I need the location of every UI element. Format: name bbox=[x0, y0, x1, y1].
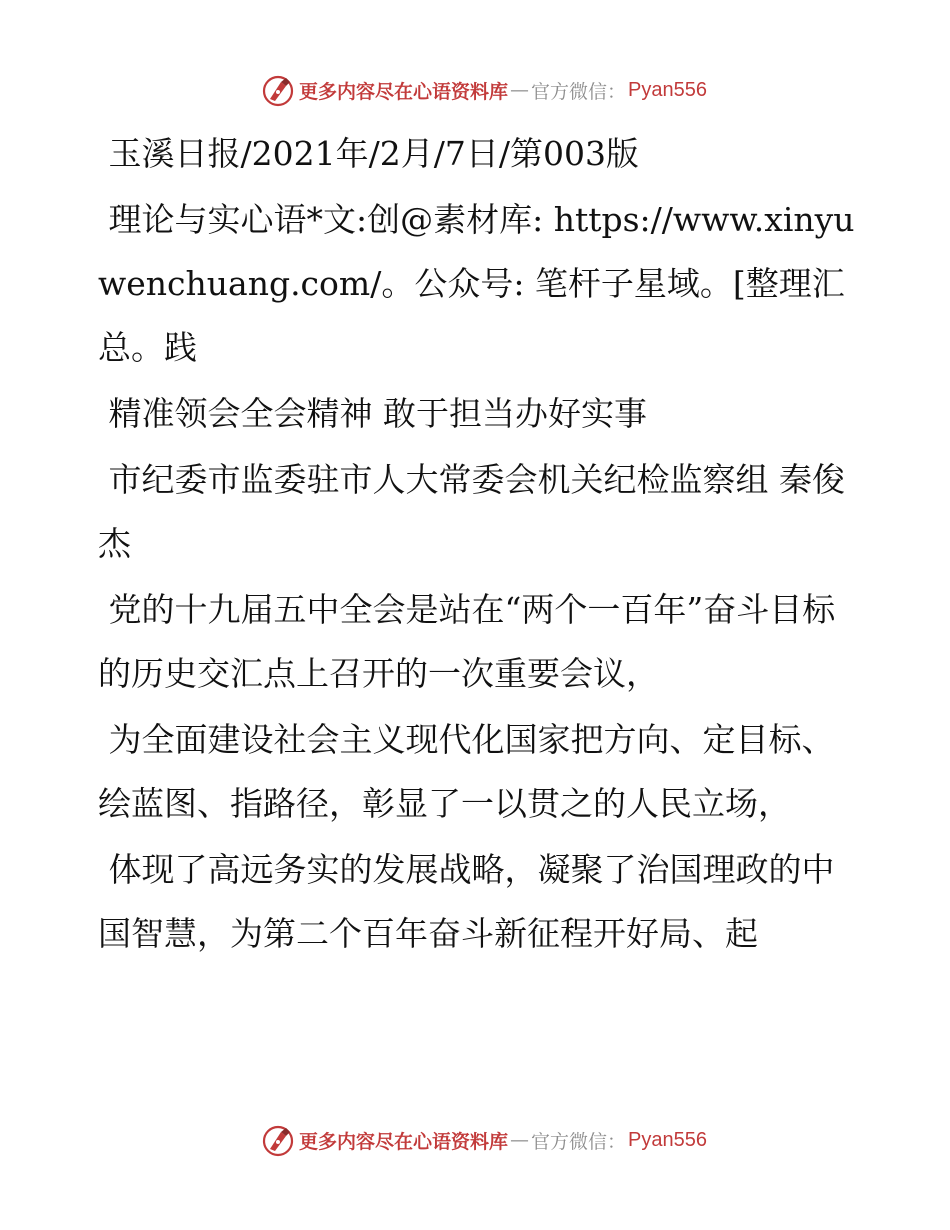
publication-line: 玉溪日报/2021年/2月/7日/第003版 bbox=[98, 134, 639, 173]
watermark-dash: — bbox=[510, 1129, 530, 1151]
author-line: 市纪委市监委驻市人大常委会机关纪检监察组 秦俊杰 bbox=[98, 460, 845, 563]
watermark-inner bbox=[261, 73, 707, 107]
body-paragraph: 为全面建设社会主义现代化国家把方向、定目标、绘蓝图、指路径，彰显了一以贯之的人民立场， bbox=[98, 720, 835, 823]
document-body bbox=[98, 122, 858, 966]
watermark-brand: 更多内容尽在心语资料库 bbox=[299, 80, 509, 103]
watermark-id: Pyan556 bbox=[628, 1128, 707, 1151]
article-title: 精准领会全会精神 敢于担当办好实事 bbox=[98, 394, 647, 433]
watermark-banner-bottom bbox=[0, 1120, 950, 1160]
watermark-dash: — bbox=[510, 79, 530, 101]
column-source-line: 理论与实心语*文:创@素材库: https://www.xinyuwenchuang.com/。公众号: 笔杆子星域。[整理汇总。践 bbox=[98, 200, 855, 367]
pen-nib-icon bbox=[261, 73, 295, 107]
pen-nib-icon bbox=[261, 1123, 295, 1157]
watermark-brand: 更多内容尽在心语资料库 bbox=[299, 1130, 509, 1153]
watermark-label: 官方微信： bbox=[531, 1130, 627, 1153]
watermark-id: Pyan556 bbox=[628, 78, 707, 101]
watermark-inner bbox=[261, 1123, 707, 1157]
body-paragraph: 党的十九届五中全会是站在“两个一百年”奋斗目标的历史交汇点上召开的一次重要会议， bbox=[98, 590, 836, 693]
watermark-banner-top bbox=[0, 70, 950, 110]
watermark-label: 官方微信： bbox=[531, 80, 627, 103]
body-paragraph: 体现了高远务实的发展战略，凝聚了治国理政的中国智慧，为第二个百年奋斗新征程开好局、起 bbox=[98, 850, 835, 953]
